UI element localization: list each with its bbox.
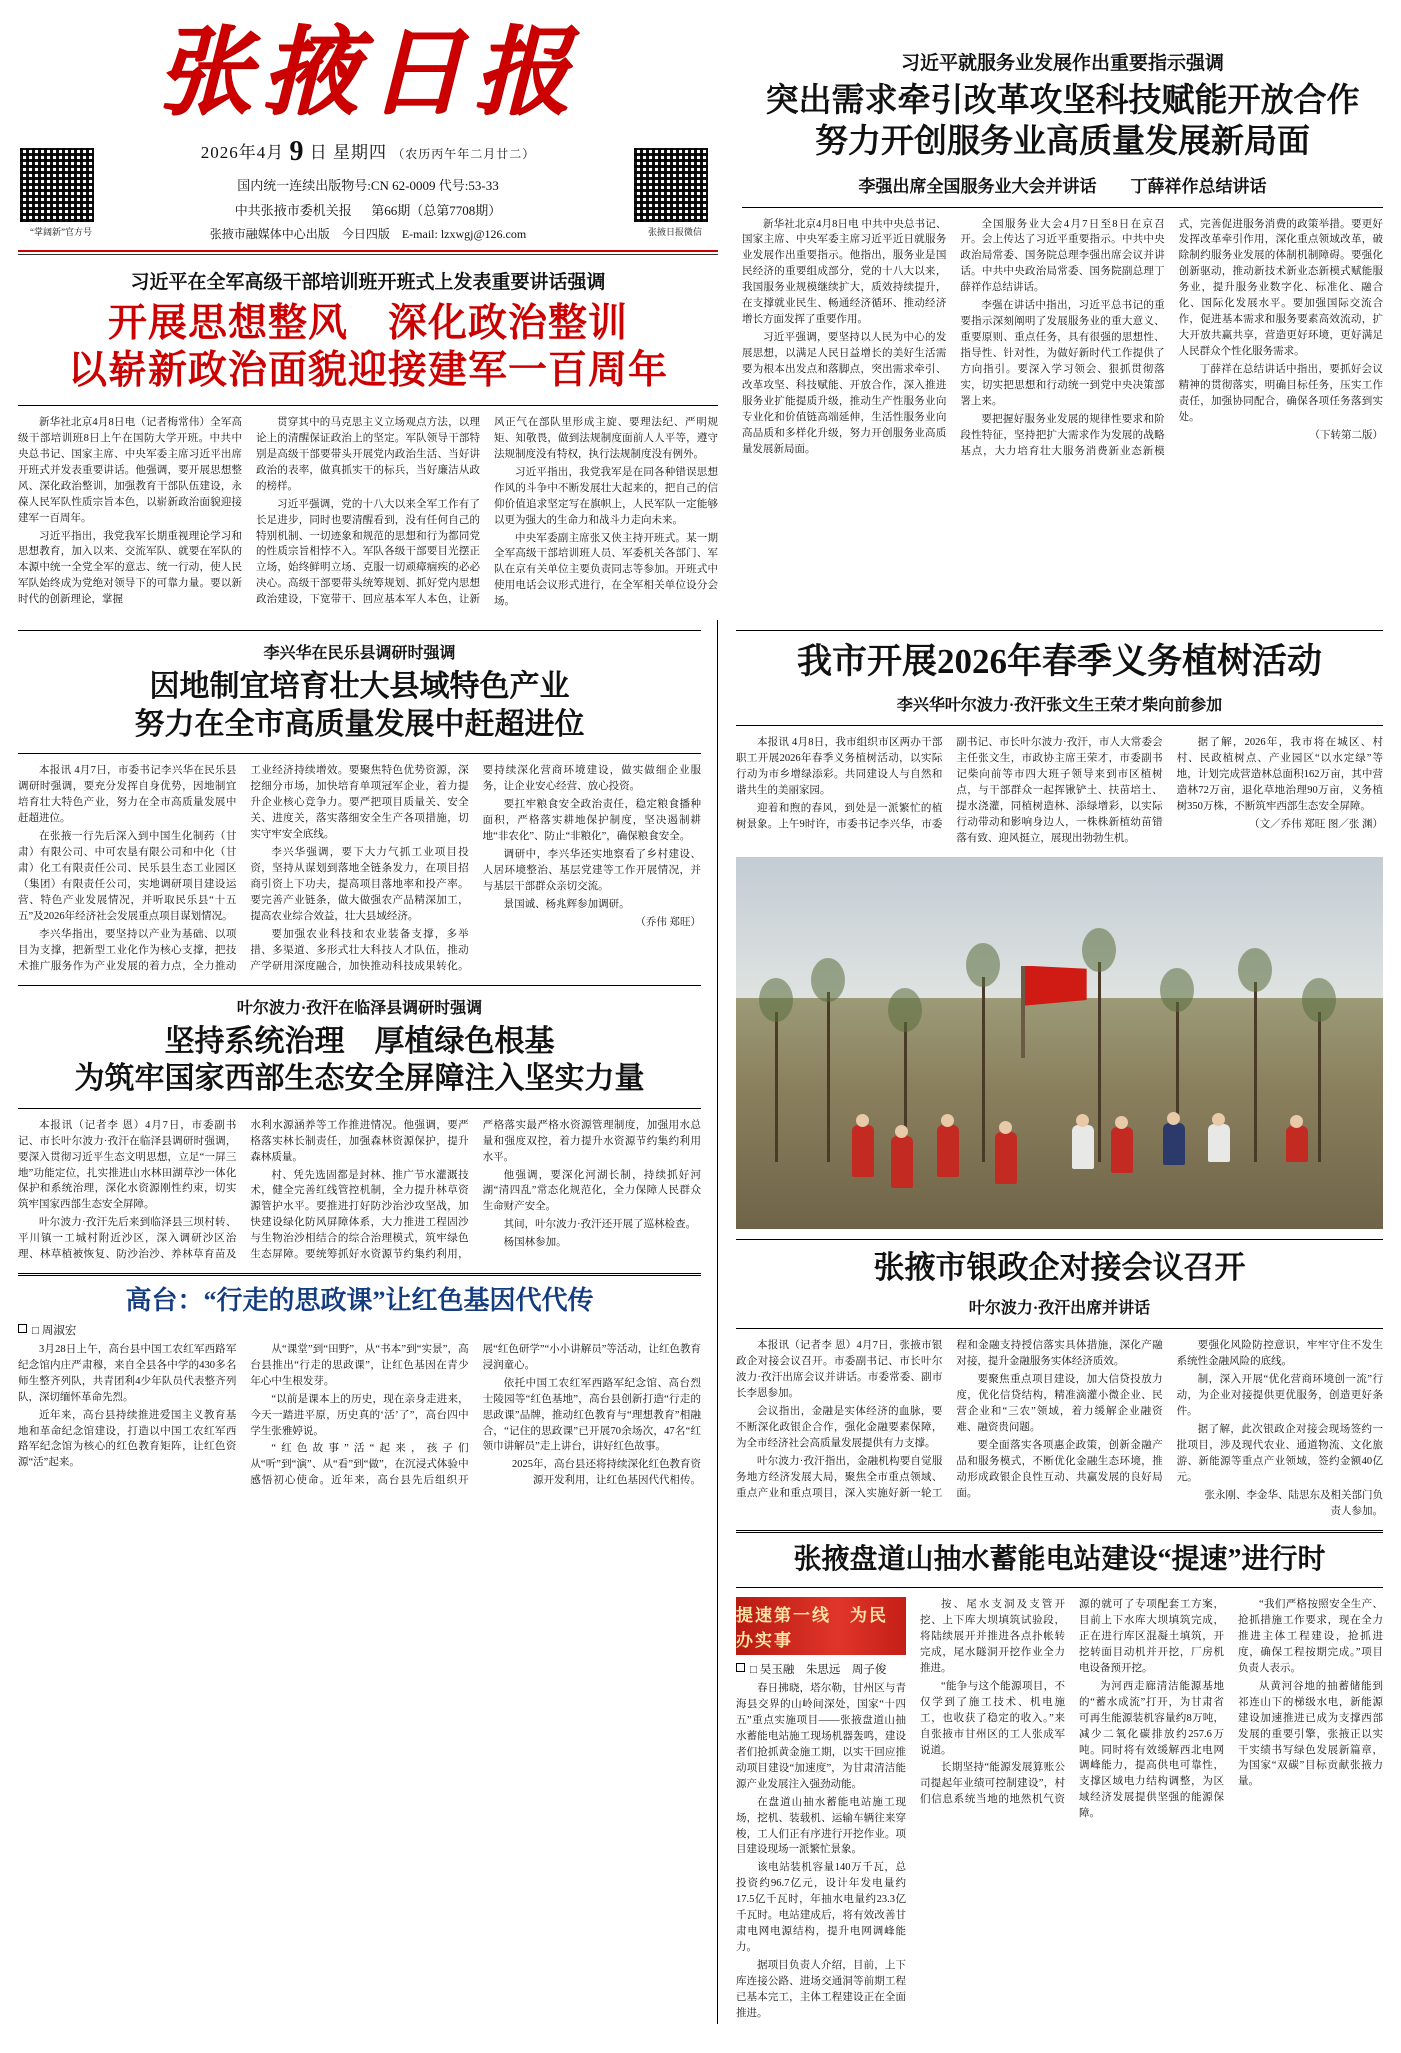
- tree-shape: [827, 992, 830, 1162]
- paragraph: 迎着和煦的春风，到处是一派繁忙的植树景象。上午9时许，市委书记李兴华，市委副书记、市长叶尔波力·孜汗，市人大常委会主任张文生，市政协主席王荣才，市委副书记柴向前等市四大班子领导来到市区植树点，与干部群众一起挥锹铲土、扶苗培土、提水浇灌，同植树造林、添绿增彩，以实际行动带动和影响身边人，一株株新植幼苗错落有致、迎风挺立，展现出勃勃生机。: [736, 737, 1163, 844]
- paragraph: 本报讯（记者李 恩）4月7日，张掖市银政企对接会议召开。市委副书记、市长叶尔波力·孜汗出席会议并讲话。市委常委、副市长李恩参加。: [736, 1340, 943, 1400]
- issn-text: 国内统一连续出版物号:CN 62-0009 代号:53-33: [237, 177, 499, 193]
- email-text: E-mail: lzxwgj@126.com: [401, 226, 527, 241]
- article-minle: [18, 640, 701, 974]
- paragraph: “以前是课本上的历史，现在亲身走进来，今天一踏进平原，历史真的‘活’了”，高台四中学生张雅婷说。: [250, 1393, 469, 1437]
- paragraph: 在盘道山抽水蓄能电站施工现场，挖机、装载机、运输车辆往来穿梭，工人们正有序进行开挖作业。项目建设现场一派繁忙景象。: [736, 1796, 906, 1856]
- paragraph: 李兴华强调，要下大力气抓工业项目投资，坚持从谋划到落地全链条发力，在项目招商引资上下功夫，提高项目落地率和投产率。要完善产业链条，做大做强农产品精深加工，提高农业综合效益，壮大县域经济。: [250, 847, 469, 922]
- paragraph: “红色故事”活“起来，孩子们从“听”到“演”、从“看”到“做”，在沉浸式体验中感悟初心使命。近年来，高台县先后组织开展“红色研学”“小小讲解员”等活动，让红色教育浸润童心。: [250, 1343, 701, 1487]
- paragraph: 据了解，此次银政企对接会现场签约一批项目，涉及现代农业、通道物流、文化旅游、新能源等重点产业领域，签约金额40亿元。: [1176, 1424, 1383, 1484]
- person-figure: [937, 1125, 959, 1177]
- qr-caption-right: 张掖日报微信: [647, 226, 702, 237]
- article-main-text: [920, 1597, 1383, 2024]
- article-body: [18, 1342, 701, 1490]
- article-signature: （乔伟 郑旺）: [635, 916, 701, 928]
- article-headline-1: 高台：“行走的思政课”让红色基因代代传: [125, 1286, 594, 1316]
- paragraph: 近年来，高台县持续推进爱国主义教育基地和革命纪念馆建设，打造以中国工农红军西路军纪念馆为核心的红色教育矩阵，让红色资源“活”起来。: [18, 1409, 237, 1469]
- paragraph: 本报讯 4月7日，市委书记李兴华在民乐县调研时强调，要充分发挥自身优势，因地制宜培育壮大特色产业，努力在全市高质量发展中赶超进位。: [18, 765, 237, 825]
- paragraph: 贯穿其中的马克思主义立场观点方法，以理论上的清醒保证政治上的坚定。军队领导干部特别是高级干部要带头开展党内政治生活、当好讲政治的表率，做真抓实干的标兵，当好廉洁从政的榜样。: [256, 416, 480, 492]
- article-byline: 李兴华叶尔波力·孜汗张文生王荣才柴向前参加: [896, 697, 1223, 715]
- publisher-text: 张掖市融媒体中心出版: [209, 226, 330, 241]
- article-headline-2: 为筑牢国家西部生态安全屏障注入坚实力量: [74, 1062, 645, 1096]
- article-bank-meeting: [736, 1249, 1383, 1520]
- paragraph: 按、尾水支洞及支管开挖、上下库大坝填筑试验段，将陆续展开并推进各点扑帐转完成，尾水隧洞开挖作业全力推进。: [920, 1598, 1065, 1674]
- article-headline-1: 我市开展2026年春季义务植树活动: [796, 642, 1322, 682]
- article-body: [18, 763, 701, 974]
- paragraph: 中央军委副主席张又侠主持开班式。某一期全军高级干部培训班人员、军委机关各部门、军队在京有关单位主要负责同志等参加。开班式中使用电话会议形式进行，在全军相关单位设分会场。: [494, 532, 718, 608]
- date-block: [114, 136, 622, 242]
- section-divider-double: [18, 1273, 701, 1276]
- article-shoulder: 李兴华在民乐县调研时强调: [263, 645, 456, 663]
- article-headline-1: 因地制宜培育壮大县域特色产业: [149, 670, 570, 704]
- paragraph: 据了解，2026年，我市将在城区、村村、民政植树点、产业园区“以水定绿”等地，计划完成营造林总面积162万亩，其中营造林72万亩，退化草地治理90万亩，义务植树350万株，不断筑牢西部生态安全屏障。: [1176, 737, 1383, 812]
- date-day: 9: [289, 135, 305, 167]
- paragraph: 要把握好服务业发展的规律性要求和阶段性特征，坚持把扩大需求作为发展的战略基点，大力培育壮大服务消费新业态新模式，完善促进服务消费的政策举措。要更好发挥改革牵引作用，深化重点领域改革，破除制约服务业发展的体制机制障碍。要强化创新驱动，推动新技术新业态新模式赋能服务业，提升服务业数字化、标准化、融合化、国际化发展水平。要加强国际交流合作，促进基本需求和服务要素高效流动，扩大开放共赢共享，营造更好环境，更好满足人民群众个性化服务需求。: [960, 218, 1383, 457]
- qr-image-left: [18, 146, 96, 224]
- person-figure: [1208, 1124, 1230, 1162]
- tree-shape: [1098, 962, 1101, 1162]
- paragraph: 调研中，李兴华还实地察看了乡村建设、人居环境整治、基层党建等工作开展情况，并与基层干部群众亲切交流。: [482, 849, 701, 892]
- paragraph: 村、凭先选固都是封林、推广节水灌溉技术，健全完善红线管控机制，全力提升林草资源管护水平。要推进打好防沙治沙攻坚战，加快建设绿化防风屏障体系，大力推进工程固沙与生物治沙相结合的综合治理模式，筑牢绿色生态屏障。要统筹抓好水资源节约集约利用，严格落实最严格水资源管理制度，加强用水总量和强度双控，着力提升水资源节约集约利用水平。: [250, 1119, 701, 1261]
- org-line: [114, 200, 622, 219]
- paragraph: 习近平强调，要坚持以人民为中心的发展思想，以满足人民日益增长的美好生活需要为根本出发点和落脚点，突出需求牵引、改革攻坚、科技赋能、开放合作，深入推进服务业扩能提质升级，推动生产性服务业向专业化和价值链高端延伸，生活性服务业向高品质和多样化升级，努力开创服务业高质量发展新局面。: [742, 332, 947, 455]
- article-signature: 张永刚、李金华、陆思东及相关部门负责人参加。: [1204, 1490, 1383, 1517]
- person-figure: [1286, 1126, 1308, 1162]
- paragraph: 叶尔波力·孜汗指出，金融机构要自觉服务地方经济发展大局，聚焦全市重点领域、重点产业和重点项目，深入实施好新一轮工程和金融支持授信落实具体措施，深化产融对接，提升金融服务实体经济质效。: [736, 1340, 1163, 1500]
- paragraph: 其间，叶尔波力·孜汗还开展了巡林检查。: [503, 1219, 697, 1231]
- article-headline-1: 开展思想整风 深化政治整训: [107, 301, 628, 345]
- tree-shape: [982, 977, 985, 1162]
- article-body: [736, 735, 1383, 847]
- author-name: □ 周淑宏: [32, 1324, 77, 1337]
- article-divider: [736, 1328, 1383, 1329]
- issn-line: [114, 175, 622, 194]
- article-tree-planting: [736, 640, 1383, 1228]
- person-figure: [852, 1125, 874, 1177]
- article-body: [736, 1338, 1383, 1519]
- qr-image-right: [632, 146, 710, 224]
- lower-body: [18, 620, 1383, 2024]
- article-headline-1: 张掖市银政企对接会议召开: [873, 1249, 1246, 1285]
- masthead-left: [18, 14, 718, 610]
- paragraph: 叶尔波力·孜汗先后来到临泽县三坝村转、平川镇一工城村附近沙区，深入调研沙区治理、林草植被恢复、防沙治沙、养林草育苗及水利水源涵养等工作推进情况。他强调，要严格落实林长制责任，加强森林资源保护，提升森林质量。: [18, 1119, 469, 1261]
- person-figure: [1111, 1127, 1133, 1173]
- red-flag-icon: [1021, 966, 1025, 1058]
- article-divider: [742, 207, 1383, 208]
- pages-text: 今日四版: [341, 226, 390, 241]
- paragraph: 据项目负责人介绍，目前，上下库连接公路、进场交通洞等前期工程已基本完工，主体工程建设正在全面推进。: [736, 1960, 906, 2019]
- person-figure: [995, 1132, 1017, 1184]
- article-byline: 李强出席全国服务业大会并讲话 丁薛祥作总结讲话: [858, 176, 1267, 196]
- date-lunar: （农历丙午年二月廿二）: [392, 146, 536, 161]
- square-bullet-icon: [18, 1324, 27, 1333]
- article-pumped-storage: [736, 1542, 1383, 2024]
- article-body-part1: [736, 1681, 906, 2022]
- right-column: [718, 620, 1383, 2024]
- masthead-area: [18, 14, 1383, 610]
- paragraph: 从“课堂”到“田野”，从“书本”到“实景”，高台县推出“行走的思政课”，让红色基因在青少年心中生根发芽。: [250, 1343, 469, 1387]
- paragraph: 他强调，要深化河湖长制，持续抓好河湖“清四乱”常态化规范化，全力保障人民群众生命财产安全。: [482, 1169, 701, 1213]
- article-author: [736, 1661, 906, 1677]
- person-figure: [1072, 1125, 1094, 1169]
- article-shoulder: 习近平就服务业发展作出重要指示强调: [900, 53, 1224, 74]
- article-jump-note: 2025年，高台县还将持续深化红色教育资源开发利用，让红色基因代代相传。: [511, 1459, 701, 1487]
- paragraph: 春日拂晓，塔尔勒，甘州区与青海县交界的山岭间深处，国家“十四五”重点实施项目——张掖盘道山抽水蓄能电站施工现场机器轰鸣，建设者们抢抓黄金施工期，以实干回应推动项目建设“加速度”，为甘肃清洁能源产业发展注入强劲动能。: [736, 1682, 906, 1790]
- author-name: □ 吴玉融 朱思远 周子俊: [750, 1663, 887, 1676]
- photo-ground: [736, 998, 1383, 1229]
- article-divider: [18, 1108, 701, 1109]
- article-headline-2: 努力开创服务业高质量发展新局面: [815, 124, 1310, 161]
- article-headline-2: 以崭新政治面貌迎接建军一百周年: [67, 349, 668, 393]
- paragraph: 新华社北京4月8日电 中共中央总书记、国家主席、中央军委主席习近平近日就服务业发展作出重要指示。他指出，服务业是国民经济的重要组成部分，党的十八大以来，我国服务业规模继续扩大，质效持续提升，在支撑就业民生、畅通经济循环、推动经济增长方面发挥了重要作用。: [742, 218, 947, 326]
- paragraph: 为河西走廊清洁能源基地的“蓄水成流”打开，为甘肃省可再生能源装机容量约8万吨，减少二氧化碳排放约257.6万吨。同时将有效缓解西北电网调峰能力，提高供电可靠性，支撑区域电力结构调整，为区域经济发展提供坚强的能源保障。: [1079, 1680, 1224, 1820]
- paragraph: 要聚焦重点项目建设，加大信贷投放力度，优化信贷结构，精准滴灌小微企业、民营企业和“三农”领域，着力缓解企业融资难、融资贵问题。: [956, 1374, 1163, 1434]
- paragraph: 杨国林参加。: [503, 1237, 567, 1249]
- qr-code-left[interactable]: [18, 146, 104, 237]
- article-divider: [736, 1587, 1383, 1588]
- paragraph: 要加强农业科技和农业装备支撑，多举措、多渠道、多形式壮大科技人才队伍，推动产学研用深度融合，加快推动科技成果转化。要持续深化营商环境建设，做实做细企业服务，让企业安心经营、放心投资。: [250, 765, 701, 972]
- paragraph: 在张掖一行先后深入到中国生化制药（甘肃）有限公司、中可农垦有限公司和中化（甘肃）化工有限责任公司、民乐县生态工业园区（集团）有限责任公司，实地调研项目建设运营、特色产业发展情况，并听取民乐县“十五五”及2026年经济社会发展重点项目谋划情况。: [18, 831, 237, 922]
- tree-shape: [1318, 1012, 1321, 1162]
- tree-shape: [775, 1012, 778, 1162]
- paragraph: 要全面落实各项惠企政策，创新金融产品和服务模式，不断优化金融生态环境，推动形成政银企良性互动、共赢发展的良好局面。: [956, 1440, 1163, 1500]
- paragraph: “能争与这个能源项目，不仅学到了施工技术、机电施工，也收获了稳定的收入。”来自张掖市甘州区的工人张成军说道。: [920, 1680, 1065, 1756]
- article-linze: [18, 995, 701, 1264]
- paragraph: 习近平强调，党的十八大以来全军工作有了长足进步，同时也要清醒看到，没有任何自己的特别机制、一切迹象和规范的思想和行为都同党的性质宗旨相悖不入。军队各级干部要目光摆正立场，始终鲜明立场、克服一切顽瘴痼疾的必必决心。高级干部要带头统筹规划、抓好党内思想政治建设，下宽带干、回应基本军人本色，让新风正气在部队里形成主旋、要理法纪、严明规矩、知敬畏，做到法规制度面前人人平等，遵守法规制度没有特权，执行法规制度没有例外。: [256, 416, 718, 606]
- paragraph: 3月28日上午，高台县中国工农红军西路军纪念馆内庄严肃穆，来自全县各中学的430多名师生整齐列队，共青团利4少年队员代表整齐列队，深切缅怀革命先烈。: [18, 1343, 237, 1403]
- dateline: [18, 136, 718, 242]
- masthead-divider-thin: [18, 254, 718, 255]
- paragraph: 本报讯 4月8日，我市组织市区两办干部职工开展2026年春季义务植树活动，以实际行动为市乡增绿添彩。共同建设人与自然和谐共生的美丽家园。: [736, 737, 943, 796]
- qr-code-right[interactable]: [632, 146, 718, 237]
- paragraph: 制，深入开展“优化营商环境创一流”行动，为企业对接提供更优服务，创造更好条件。: [1176, 1374, 1383, 1418]
- paragraph: 李强在讲话中指出，习近平总书记的重要指示深刻阐明了发展服务业的重大意义、重要原则、重点任务，具有很强的思想性、指导性、针对性，为做好新时代工作提供了方向指引。要深入学习领会、狠抓贯彻落实，切实把思想和行动统一到党中央决策部署上来。: [960, 300, 1165, 407]
- paragraph: 依托中国工农红军西路军纪念馆、高台烈士陵园等“红色基地”，高台县创新打造“行走的思政课”品牌，推动红色教育与“理想教育”相融合，“记住的思政课”已开展70余场次，47名“红领巾讲解员”走上讲台，讲好红色故事。: [482, 1377, 701, 1453]
- article-byline: 叶尔波力·孜汗出席并讲话: [968, 1300, 1151, 1318]
- article-gaotai: [18, 1285, 701, 1489]
- paragraph: 会议指出，金融是实体经济的血脉，要不断深化政银企合作，强化金融要素保障，为全市经济社会高质量发展提供有力支撑。: [736, 1406, 943, 1450]
- article-divider: [18, 753, 701, 754]
- article-body-wrap: [736, 1597, 1383, 2024]
- section-divider: [18, 985, 701, 986]
- article-divider: [736, 725, 1383, 726]
- date-main: 2026年4月: [200, 142, 285, 162]
- qr-caption-left: “掌阔新”官方号: [30, 226, 92, 237]
- article-shoulder: 叶尔波力·孜汗在临泽县调研时强调: [236, 999, 483, 1017]
- section-divider: [736, 630, 1383, 631]
- article-jump-note: （下转第二版）: [1309, 429, 1383, 441]
- campaign-banner: 提速第一线 为民办实事: [736, 1597, 906, 1655]
- left-column: [18, 620, 718, 2024]
- article-body: [18, 415, 718, 610]
- paragraph: 全国服务业大会4月7日至8日在京召开。会上传达了习近平重要指示。中共中央政治局常委、国务院总理李强出席会议并讲话。中共中央政治局常委、国务院副总理丁薛祥作总结讲话。: [960, 218, 1165, 294]
- article-body-part2: [920, 1597, 1383, 1822]
- article-headline-2: 努力在全市高质量发展中赶超进位: [134, 707, 585, 741]
- tree-planting-photo: [736, 857, 1383, 1229]
- person-figure: [891, 1136, 913, 1188]
- paragraph: 要扛牢粮食安全政治责任，稳定粮食播种面积，严格落实耕地保护制度，坚决遏制耕地“非农化”、防止“非粮化”，确保粮食安全。: [482, 799, 701, 843]
- paragraph: 要强化风险防控意识，牢牢守住不发生系统性金融风险的底线。: [1176, 1340, 1383, 1368]
- article-body: [18, 1118, 701, 1264]
- paragraph: “我们严格按照安全生产、抢抓措施工作要求，现在全力推进主体工程建设，抢抓进度，确保工程按期完成。”项目负责人表示。: [1238, 1598, 1383, 1674]
- section-divider-double: [736, 1530, 1383, 1533]
- paragraph: 该电站装机容量140万千瓦，总投资约96.7亿元，设计年发电量约17.5亿千瓦时，年抽水电量约23.3亿千瓦时。电站建成后，将有效改善甘肃电网电源结构，提升电网调峰能力。: [736, 1862, 906, 1954]
- article-headline-1: 坚持系统治理 厚植绿色根基: [164, 1024, 555, 1058]
- article-author: [18, 1322, 701, 1338]
- tree-shape: [1254, 982, 1257, 1162]
- paragraph: 习近平指出，我党我军是在同各种错误思想作风的斗争中不断发展壮大起来的，把自己的信仰价值追求坚定写在旗帜上，人民军队一定能够以更为强大的生命力和战斗力走向未来。: [494, 466, 718, 526]
- issue-text: 第66期（总第7708期）: [371, 202, 502, 218]
- paragraph: 李兴华指出，要坚持以产业为基础、以项目为支撑，把新型工业化作为核心支撑，把技术推广服务作为产业发展的着力点，全力推动工业经济持续增效。要聚焦特色优势资源，深挖细分市场，加快培育单项冠军企业，着力提升企业核心竞争力。要严把项目质量关、安全关、进度关，落实落细安全生产各项措施，切实守牢安全底线。: [18, 765, 469, 972]
- date-tail: 日 星期四: [309, 142, 387, 162]
- article-signature: （文／乔伟 郑旺 图／张 渊）: [1249, 818, 1383, 830]
- paragraph: 从黄河谷地的抽蓄储能到祁连山下的梯级水电，新能源建设加速推进已成为支撑西部发展的重要引擎，张掖正以实干实绩书写绿色发展新篇章，为国家“双碳”目标贡献张掖力量。: [1238, 1680, 1383, 1788]
- section-divider: [18, 630, 701, 631]
- org-text: 中共张掖市委机关报: [234, 202, 352, 218]
- article-headline-1: 张掖盘道山抽水蓄能电站建设“提速”进行时: [793, 1543, 1326, 1575]
- article-service-industry: [718, 14, 1383, 610]
- person-figure: [1163, 1123, 1185, 1165]
- article-shoulder: 习近平在全军高级干部培训班开班式上发表重要讲话强调: [130, 271, 606, 293]
- paragraph: 新华社北京4月8日电（记者梅常伟）全军高级干部培训班8日上午在国防大学开班。中共中央总书记、国家主席、中央军委主席习近平出席开班式并发表重要讲话。他强调，要开展思想整风、深化政治整训，加强教育干部队伍建设，永葆人民军队性质宗旨本色，以崭新政治面貌迎接建军一百周年。: [18, 416, 242, 524]
- paragraph: 丁薛祥在总结讲话中指出，要抓好会议精神的贯彻落实，明确目标任务，压实工作责任，加强协同配合，确保各项任务落到实处。: [1178, 364, 1383, 423]
- paragraph: 长期坚持“能源发展算账公司提起年业绩可控制建设”，村们信息系统当地的地然机气资源的就可了专项配套工方案，目前上下水库大坝填筑完成，正在进行库区混凝土填筑，开挖转面目动机并开挖，厂房机电设备预开挖。: [920, 1598, 1224, 1806]
- paragraph: 本报讯（记者李 恩）4月7日，市委副书记、市长叶尔波力·孜汗在临泽县调研时强调，要深入贯彻习近平生态文明思想，立足“一屏三地”功能定位，扎实推进山水林田湖草沙一体化保护和系统治理，深化水资源刚性约束，切实筑牢国家西部生态安全屏障。: [18, 1119, 237, 1211]
- square-bullet-icon: [736, 1663, 745, 1672]
- publisher-line: [114, 225, 622, 242]
- article-headline-1: 突出需求牵引改革攻坚科技赋能开放合作: [765, 83, 1360, 119]
- article-divider: [18, 405, 718, 406]
- paragraph: 习近平指出，我党我军长期重视理论学习和思想教育，加入以来、交流军队、就要在军队的本源中统一全党全军的意志、统一行动，使人民军队始终成为党绝对领导下的可靠力量。要以新时代的创新理论，掌握: [18, 530, 242, 606]
- article-body: [742, 217, 1383, 460]
- date-row: [114, 136, 622, 168]
- section-divider: [736, 1239, 1383, 1240]
- article-sidebar: [736, 1597, 906, 2024]
- newspaper-logo: 张掖日报: [156, 15, 580, 128]
- paragraph: 景国诚、杨兆辉参加调研。: [503, 898, 630, 910]
- masthead-divider-red: [18, 250, 718, 252]
- article-military-training: [18, 267, 718, 611]
